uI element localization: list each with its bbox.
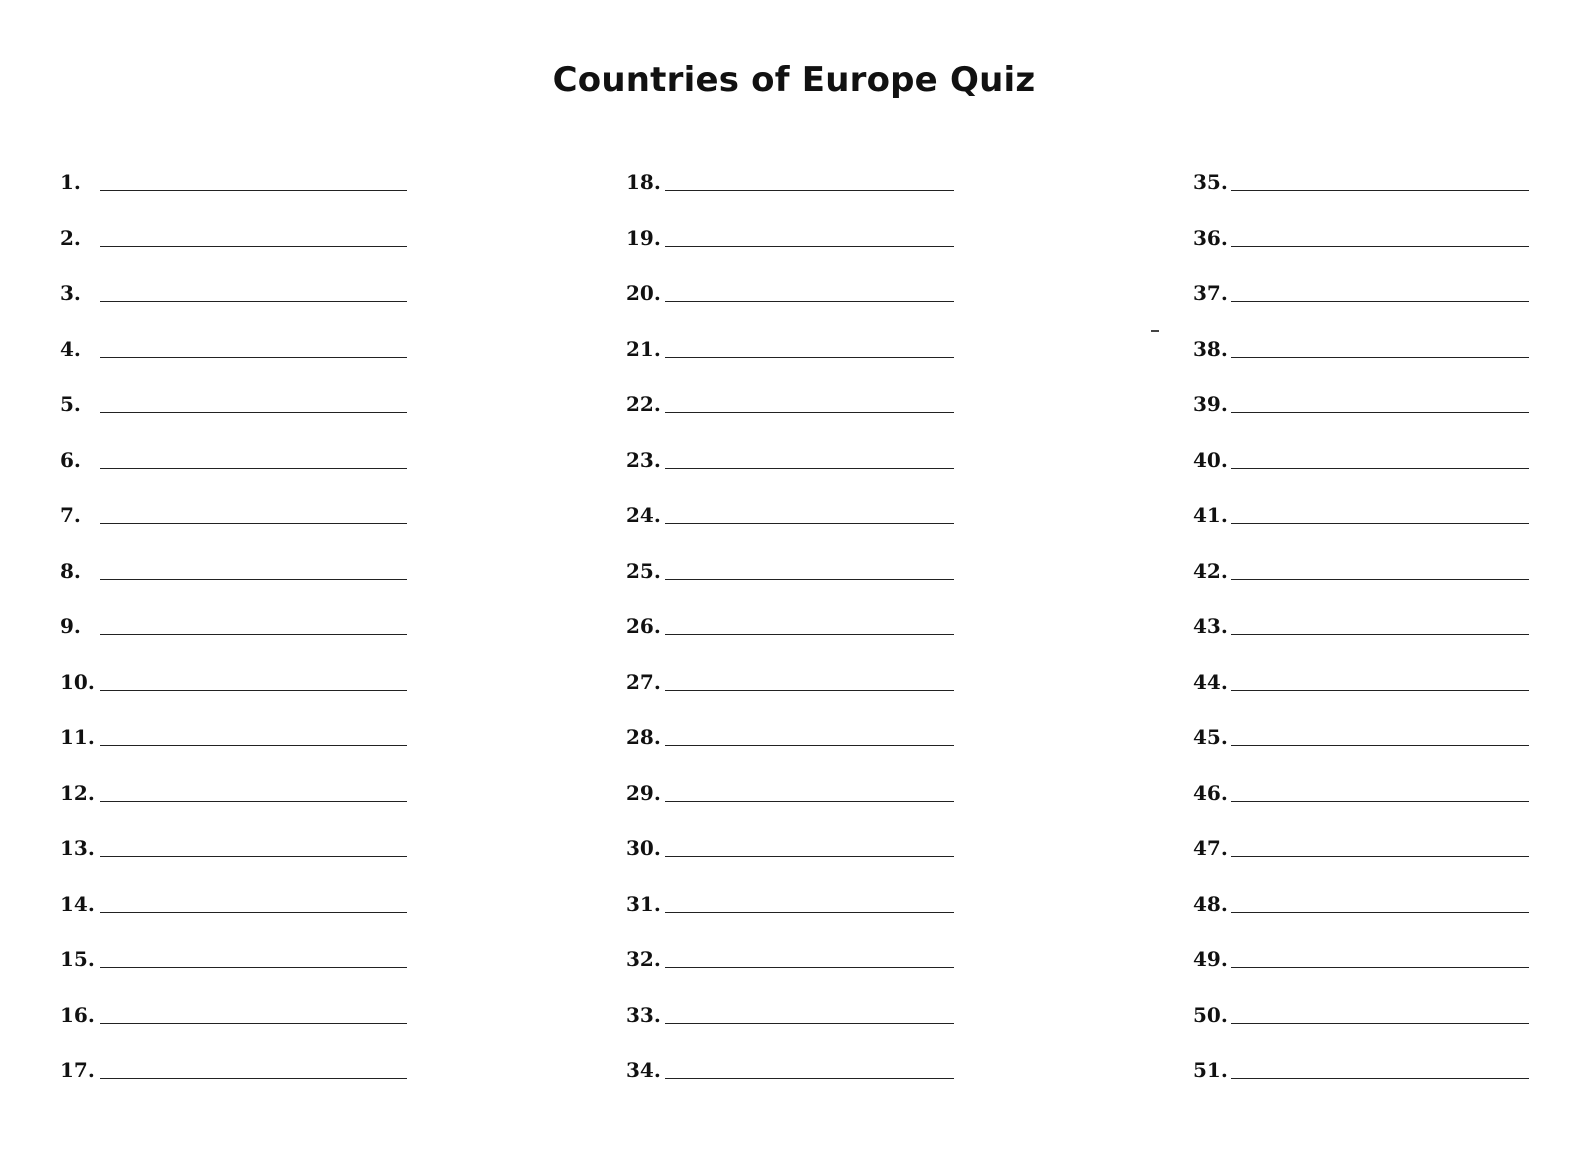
- item-number: 20.: [626, 281, 661, 305]
- item-number: 28.: [626, 725, 661, 749]
- answer-blank-line[interactable]: [1231, 856, 1529, 857]
- answer-blank-line[interactable]: [665, 246, 954, 247]
- item-number: 18.: [626, 170, 661, 194]
- item-number: 46.: [1193, 780, 1228, 805]
- stray-pen-mark: [1151, 330, 1159, 332]
- item-number: 15.: [60, 947, 95, 971]
- item-number: 35.: [1193, 170, 1228, 194]
- item-number: 3.: [60, 281, 81, 305]
- answer-blank-line[interactable]: [100, 579, 407, 580]
- answer-blank-line[interactable]: [665, 190, 954, 191]
- answer-blank-line[interactable]: [100, 1078, 407, 1079]
- page-title: Countries of Europe Quiz: [552, 60, 1036, 100]
- item-number: 9.: [60, 614, 81, 638]
- item-number: 23.: [626, 447, 661, 472]
- item-number: 8.: [60, 558, 81, 583]
- item-number: 32.: [626, 947, 661, 971]
- answer-blank-line[interactable]: [1231, 301, 1529, 302]
- item-number: 24.: [626, 503, 661, 527]
- answer-blank-line[interactable]: [665, 745, 954, 746]
- item-number: 29.: [626, 780, 661, 805]
- answer-blank-line[interactable]: [1231, 468, 1529, 469]
- answer-blank-line[interactable]: [665, 357, 954, 358]
- answer-blank-line[interactable]: [1231, 579, 1529, 580]
- answer-blank-line[interactable]: [665, 468, 954, 469]
- item-number: 27.: [626, 669, 661, 694]
- item-number: 5.: [60, 392, 81, 416]
- item-number: 2.: [60, 225, 81, 250]
- answer-blank-line[interactable]: [100, 690, 407, 691]
- item-number: 42.: [1193, 558, 1228, 583]
- answer-blank-line[interactable]: [1231, 690, 1529, 691]
- answer-blank-line[interactable]: [1231, 190, 1529, 191]
- answer-blank-line[interactable]: [665, 912, 954, 913]
- answer-blank-line[interactable]: [100, 745, 407, 746]
- item-number: 37.: [1193, 281, 1228, 305]
- item-number: 41.: [1193, 503, 1228, 527]
- item-number: 1.: [60, 170, 81, 194]
- item-number: 51.: [1193, 1058, 1228, 1082]
- answer-blank-line[interactable]: [665, 301, 954, 302]
- answer-blank-line[interactable]: [665, 856, 954, 857]
- answer-blank-line[interactable]: [1231, 1078, 1529, 1079]
- answer-blank-line[interactable]: [665, 801, 954, 802]
- answer-blank-line[interactable]: [665, 579, 954, 580]
- item-number: 39.: [1193, 392, 1228, 416]
- answer-blank-line[interactable]: [1231, 246, 1529, 247]
- item-number: 16.: [60, 1002, 95, 1027]
- answer-blank-line[interactable]: [665, 1078, 954, 1079]
- item-number: 17.: [60, 1058, 95, 1082]
- answer-blank-line[interactable]: [100, 523, 407, 524]
- item-number: 45.: [1193, 725, 1228, 749]
- answer-blank-line[interactable]: [1231, 634, 1529, 635]
- item-number: 10.: [60, 669, 95, 694]
- answer-blank-line[interactable]: [100, 301, 407, 302]
- item-number: 21.: [626, 336, 661, 361]
- item-number: 6.: [60, 447, 81, 472]
- item-number: 31.: [626, 891, 661, 916]
- answer-blank-line[interactable]: [100, 357, 407, 358]
- answer-blank-line[interactable]: [665, 412, 954, 413]
- item-number: 40.: [1193, 447, 1228, 472]
- answer-blank-line[interactable]: [665, 634, 954, 635]
- item-number: 25.: [626, 558, 661, 583]
- answer-blank-line[interactable]: [1231, 967, 1529, 968]
- answer-blank-line[interactable]: [1231, 745, 1529, 746]
- answer-blank-line[interactable]: [665, 690, 954, 691]
- item-number: 43.: [1193, 614, 1228, 638]
- item-number: 14.: [60, 891, 95, 916]
- answer-blank-line[interactable]: [1231, 801, 1529, 802]
- item-number: 13.: [60, 836, 95, 860]
- item-number: 50.: [1193, 1002, 1228, 1027]
- item-number: 49.: [1193, 947, 1228, 971]
- item-number: 48.: [1193, 891, 1228, 916]
- item-number: 22.: [626, 392, 661, 416]
- item-number: 12.: [60, 780, 95, 805]
- item-number: 19.: [626, 225, 661, 250]
- answer-blank-line[interactable]: [100, 912, 407, 913]
- answer-blank-line[interactable]: [1231, 912, 1529, 913]
- item-number: 34.: [626, 1058, 661, 1082]
- answer-blank-line[interactable]: [100, 412, 407, 413]
- item-number: 38.: [1193, 336, 1228, 361]
- answer-blank-line[interactable]: [665, 967, 954, 968]
- answer-blank-line[interactable]: [100, 246, 407, 247]
- answer-blank-line[interactable]: [100, 856, 407, 857]
- answer-blank-line[interactable]: [100, 801, 407, 802]
- item-number: 7.: [60, 503, 81, 527]
- answer-blank-line[interactable]: [665, 523, 954, 524]
- answer-blank-line[interactable]: [100, 468, 407, 469]
- answer-blank-line[interactable]: [1231, 523, 1529, 524]
- item-number: 33.: [626, 1002, 661, 1027]
- answer-blank-line[interactable]: [100, 967, 407, 968]
- answer-blank-line[interactable]: [1231, 1023, 1529, 1024]
- item-number: 36.: [1193, 225, 1228, 250]
- answer-blank-line[interactable]: [1231, 357, 1529, 358]
- item-number: 47.: [1193, 836, 1228, 860]
- item-number: 4.: [60, 336, 81, 361]
- answer-blank-line[interactable]: [100, 190, 407, 191]
- item-number: 11.: [60, 725, 95, 749]
- item-number: 26.: [626, 614, 661, 638]
- answer-blank-line[interactable]: [100, 1023, 407, 1024]
- answer-blank-line[interactable]: [665, 1023, 954, 1024]
- answer-blank-line[interactable]: [100, 634, 407, 635]
- item-number: 30.: [626, 836, 661, 860]
- answer-blank-line[interactable]: [1231, 412, 1529, 413]
- item-number: 44.: [1193, 669, 1228, 694]
